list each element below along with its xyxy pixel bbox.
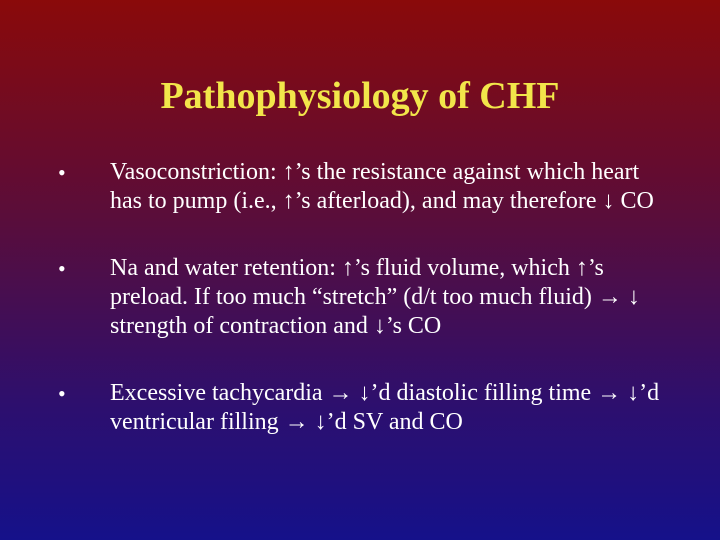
list-item [58,254,678,341]
bullet-icon: • [58,381,66,406]
bullet-text: Na and water retention: ↑’s fluid volume, which ↑’s preload. If too much “stretch” (d/t too much fluid) → ↓ strength of contraction and ↓’s CO [110,255,640,339]
slide-title: Pathophysiology of CHF [160,75,560,117]
list-item [58,379,678,437]
bullet-icon: • [58,256,66,281]
bullet-text: Excessive tachycardia → ↓’d diastolic filling time → ↓’d ventricular filling → ↓’d SV and CO [110,380,660,435]
list-item [58,158,678,216]
bullet-icon: • [58,160,66,185]
bullet-text: Vasoconstriction: ↑’s the resistance against which heart has to pump (i.e., ↑’s afterload), and may therefore ↓ CO [110,159,654,214]
bullet-list [58,158,678,475]
